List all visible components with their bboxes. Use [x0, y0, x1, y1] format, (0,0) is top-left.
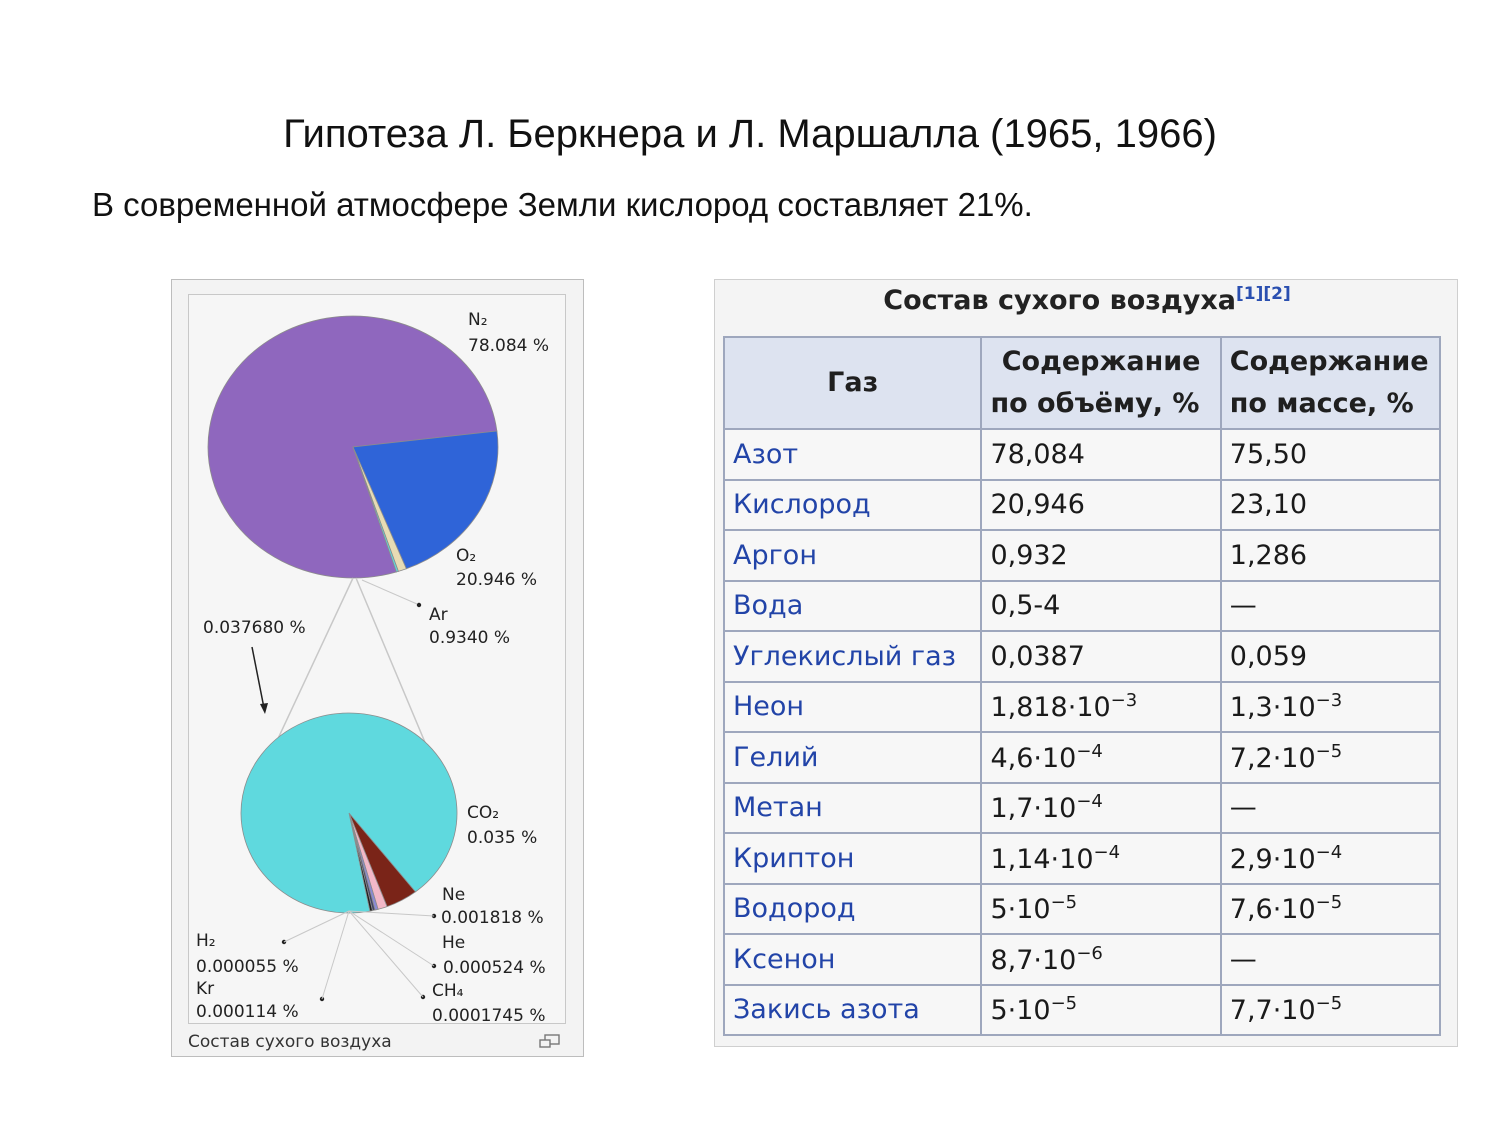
mass-cell-value: 0,059 — [1229, 640, 1308, 672]
label-ar: Ar — [429, 605, 448, 625]
mass-cell-exponent: −5 — [1315, 892, 1343, 914]
gas-name-link[interactable]: Аргон — [724, 530, 981, 581]
table-row — [724, 783, 1440, 834]
table-row — [724, 833, 1440, 884]
detail-leader-line — [284, 911, 349, 942]
gas-name-link[interactable]: Азот — [724, 429, 981, 480]
volume-cell-value: 5·10 — [990, 894, 1051, 926]
detail-leader-line — [349, 911, 434, 916]
mass-cell-value: 2,9·10 — [1229, 843, 1316, 875]
volume-cell-value: 78,084 — [990, 438, 1085, 470]
marker-ar — [417, 603, 421, 607]
label-h2: H₂ — [196, 931, 216, 951]
value-h2: 0.000055 % — [196, 957, 299, 977]
table-row — [724, 985, 1440, 1036]
volume-cell-exponent: −3 — [1110, 690, 1138, 712]
table-row — [724, 884, 1440, 935]
value-co2: 0.035 % — [467, 828, 538, 848]
value-ch4: 0.0001745 % — [432, 1006, 546, 1026]
gas-name-link[interactable]: Водород — [724, 884, 981, 935]
table-caption — [715, 284, 1459, 316]
volume-cell — [981, 480, 1220, 531]
volume-cell-value: 1,818·10 — [990, 692, 1111, 724]
pie-chart-panel — [171, 279, 584, 1057]
volume-cell-value: 8,7·10 — [990, 944, 1077, 976]
label-o2: O₂ — [456, 546, 477, 566]
other-arrow-head — [260, 703, 268, 714]
volume-cell-value: 1,7·10 — [990, 793, 1077, 825]
table-row — [724, 631, 1440, 682]
gas-name-link[interactable]: Закись азота — [724, 985, 981, 1036]
mass-cell — [1221, 480, 1440, 531]
gas-name-link[interactable]: Углекислый газ — [724, 631, 981, 682]
mass-cell — [1221, 783, 1440, 834]
table-row — [724, 480, 1440, 531]
mass-cell — [1221, 833, 1440, 884]
header-mass-line2: по массе, % — [1229, 388, 1414, 419]
gas-name-link[interactable]: Ксенон — [724, 934, 981, 985]
volume-cell-exponent: −5 — [1050, 892, 1078, 914]
mass-cell — [1221, 985, 1440, 1036]
volume-cell-exponent: −6 — [1076, 942, 1103, 964]
volume-cell-exponent: −4 — [1076, 740, 1103, 762]
mass-cell — [1221, 682, 1440, 733]
volume-cell-value: 0,5-4 — [990, 590, 1061, 622]
leader-ar — [362, 580, 417, 604]
mass-cell — [1221, 530, 1440, 581]
value-n2: 78.084 % — [468, 336, 550, 356]
volume-cell-value: 0,0387 — [990, 640, 1085, 672]
label-n2: N₂ — [468, 310, 488, 330]
table-row — [724, 682, 1440, 733]
table-header-row — [724, 337, 1440, 429]
pie-slice-co2 — [241, 713, 457, 913]
gas-name-link[interactable]: Гелий — [724, 732, 981, 783]
volume-cell — [981, 833, 1220, 884]
volume-cell — [981, 732, 1220, 783]
header-volume-line1: Содержание — [1001, 346, 1201, 378]
volume-cell-exponent: −4 — [1076, 791, 1103, 813]
mass-cell-value: 1,286 — [1229, 539, 1308, 571]
table-row — [724, 530, 1440, 581]
composition-table-panel — [714, 279, 1458, 1047]
volume-cell-value: 4,6·10 — [990, 742, 1077, 774]
volume-cell — [981, 631, 1220, 682]
slide-subtitle: В современной атмосфере Земли кислород составляет 21%. — [92, 186, 1033, 223]
mass-cell — [1221, 631, 1440, 682]
mass-cell-exponent: −3 — [1315, 690, 1343, 712]
table-row — [724, 581, 1440, 632]
mass-cell — [1221, 581, 1440, 632]
mass-cell-value: 1,3·10 — [1229, 692, 1316, 724]
volume-cell-value: 0,932 — [990, 539, 1068, 571]
mass-cell — [1221, 934, 1440, 985]
mass-cell-value: 7,2·10 — [1229, 742, 1316, 774]
value-o2: 20.946 % — [456, 570, 538, 590]
label-other: 0.037680 % — [203, 618, 306, 638]
volume-cell — [981, 429, 1220, 480]
value-ne: 0.001818 % — [441, 908, 544, 928]
detail-leader-line — [349, 911, 423, 997]
volume-cell — [981, 884, 1220, 935]
gas-name-link[interactable]: Неон — [724, 682, 981, 733]
volume-cell — [981, 682, 1220, 733]
header-gas: Газ — [724, 337, 981, 429]
volume-cell — [981, 581, 1220, 632]
value-kr: 0.000114 % — [196, 1002, 299, 1022]
mass-cell-value: — — [1229, 792, 1257, 824]
other-arrow-line — [252, 647, 264, 708]
mass-cell-exponent: −5 — [1315, 740, 1343, 762]
chart-caption: Состав сухого воздуха — [188, 1032, 392, 1052]
value-he: 0.000524 % — [443, 958, 546, 978]
composition-table — [723, 336, 1441, 1036]
value-ar: 0.9340 % — [429, 628, 511, 648]
header-volume-line2: по объёму, % — [990, 388, 1200, 419]
volume-cell — [981, 783, 1220, 834]
volume-cell-exponent: −4 — [1093, 841, 1121, 863]
mass-cell-exponent: −5 — [1315, 993, 1343, 1015]
gas-name-link[interactable]: Криптон — [724, 833, 981, 884]
label-kr: Kr — [196, 979, 215, 999]
table-row — [724, 934, 1440, 985]
mass-cell-value: 7,7·10 — [1229, 995, 1316, 1027]
volume-cell-exponent: −5 — [1050, 993, 1078, 1015]
mass-cell-value: — — [1229, 943, 1257, 975]
table-row — [724, 429, 1440, 480]
mass-cell-value: — — [1229, 590, 1257, 622]
mass-cell — [1221, 429, 1440, 480]
detail-leader-line — [322, 911, 349, 999]
slide-title: Гипотеза Л. Беркнера и Л. Маршалла (1965, 1966) — [283, 112, 1217, 156]
table-row — [724, 732, 1440, 783]
gas-name-link[interactable]: Вода — [724, 581, 981, 632]
header-mass — [1221, 337, 1440, 429]
volume-cell — [981, 934, 1220, 985]
mass-cell — [1221, 884, 1440, 935]
gas-name-link[interactable]: Кислород — [724, 480, 981, 531]
volume-cell-value: 20,946 — [990, 489, 1085, 521]
label-ne: Ne — [442, 885, 466, 905]
mass-cell-value: 23,10 — [1229, 489, 1308, 521]
detail-leader-line — [349, 911, 434, 966]
label-ch4: CH₄ — [432, 981, 464, 1001]
volume-cell-value: 5·10 — [990, 995, 1051, 1027]
pie-chart — [172, 280, 585, 1058]
table-refs-link[interactable]: [1][2] — [1235, 284, 1291, 304]
mass-cell — [1221, 732, 1440, 783]
volume-cell-value: 1,14·10 — [990, 843, 1094, 875]
label-co2: CO₂ — [467, 803, 500, 823]
label-he: He — [442, 933, 466, 953]
mass-cell-value: 7,6·10 — [1229, 894, 1316, 926]
volume-cell — [981, 530, 1220, 581]
header-volume — [981, 337, 1220, 429]
volume-cell — [981, 985, 1220, 1036]
enlarge-icon[interactable] — [539, 1034, 561, 1048]
header-mass-line1: Содержание — [1229, 346, 1429, 378]
mass-cell-value: 75,50 — [1229, 438, 1308, 470]
gas-name-link[interactable]: Метан — [724, 783, 981, 834]
mass-cell-exponent: −4 — [1315, 841, 1343, 863]
table-caption-text: Состав сухого воздуха — [883, 285, 1236, 316]
